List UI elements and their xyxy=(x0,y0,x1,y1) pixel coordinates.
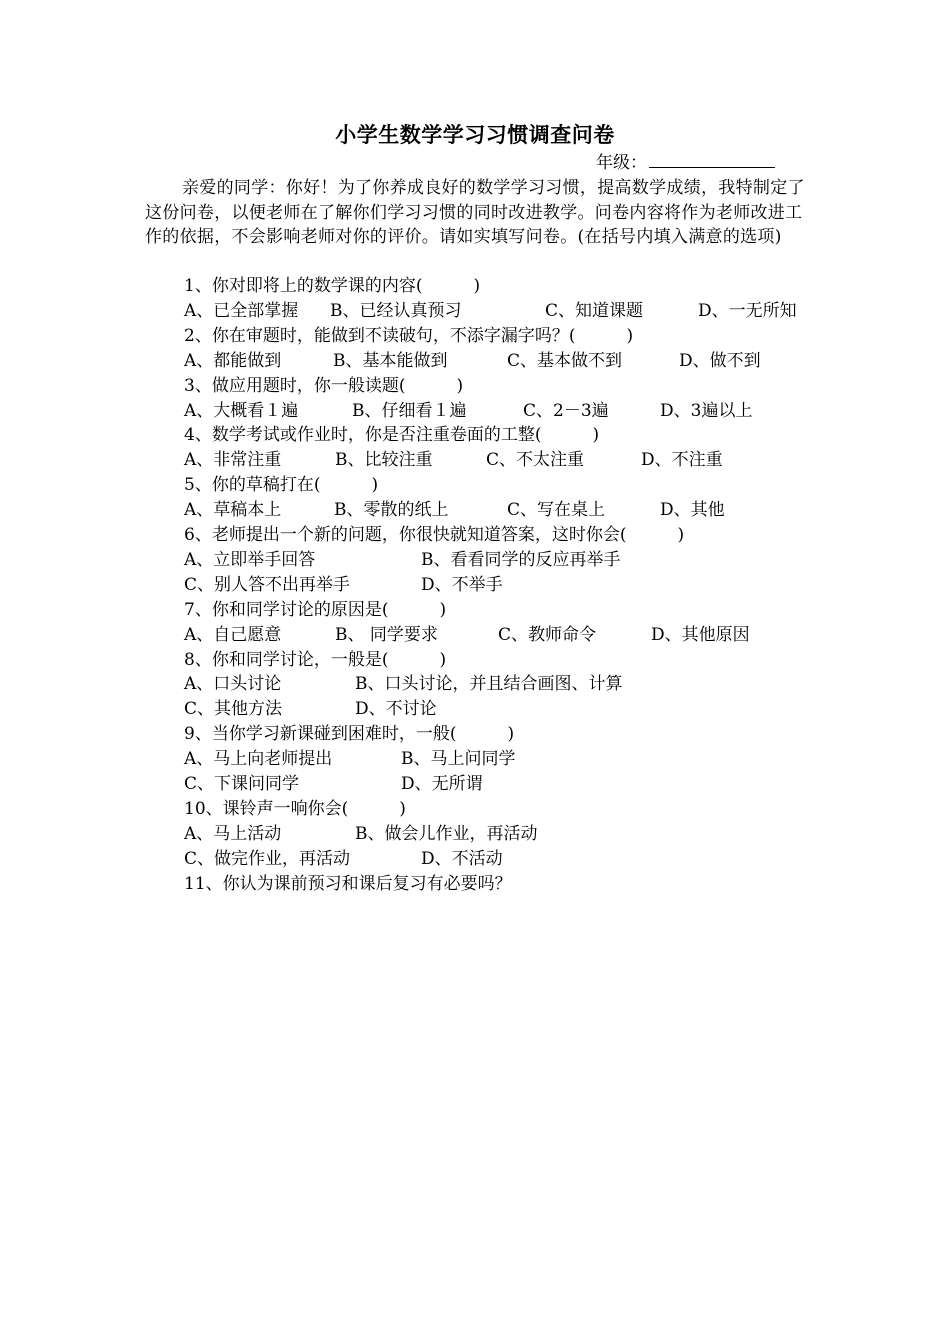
question-5: 5、你的草稿打在( ) xyxy=(184,475,379,496)
option-c[interactable]: C、下课问同学 xyxy=(184,774,300,794)
grade-field xyxy=(596,150,775,175)
option-b[interactable]: B、做会儿作业，再活动 xyxy=(355,823,538,844)
intro-paragraph: 亲爱的同学：你好！为了你养成良好的数学学习习惯，提高数学成绩，我特制定了这份问卷，以便老师在了解你们学习习惯的同时改进教学。问卷内容将作为老师改进工作的依据，不会影响老师对你的评价。请如实填写问卷。(在括号内填入满意的选项) xyxy=(145,178,805,248)
option-a[interactable]: A、口头讨论 xyxy=(184,674,282,695)
option-c[interactable]: C、做完作业，再活动 xyxy=(184,848,351,869)
question-3: 3、做应用题时，你一般读题( ) xyxy=(184,375,464,396)
question-6: 6、老师提出一个新的问题，你很快就知道答案，这时你会( ) xyxy=(184,525,685,545)
question-10: 10、课铃声一响你会( ) xyxy=(184,798,406,819)
option-d[interactable]: D、3遍以上 xyxy=(660,400,753,421)
option-c[interactable]: C、2－3遍 xyxy=(523,400,609,421)
option-a[interactable]: A、都能做到 xyxy=(184,350,282,371)
option-d[interactable]: D、不讨论 xyxy=(355,699,437,720)
option-d[interactable]: D、做不到 xyxy=(679,350,761,371)
option-a[interactable]: A、大概看１遍 xyxy=(184,400,299,421)
question-9: 9、当你学习新课碰到困难时，一般( ) xyxy=(184,724,515,745)
option-d[interactable]: D、一无所知 xyxy=(698,300,797,321)
option-c[interactable]: C、其他方法 xyxy=(184,699,283,720)
question-2: 2、你在审题时，能做到不读破句，不添字漏字吗？( ) xyxy=(184,325,634,346)
option-b[interactable]: B、马上问同学 xyxy=(401,749,516,770)
option-a[interactable]: A、自己愿意 xyxy=(184,624,282,645)
grade-blank-line xyxy=(649,150,775,168)
question-7: 7、你和同学讨论的原因是( ) xyxy=(184,599,447,620)
option-c[interactable]: C、基本做不到 xyxy=(507,350,623,371)
option-c[interactable]: C、别人答不出再举手 xyxy=(184,574,351,595)
option-c[interactable]: C、写在桌上 xyxy=(507,500,606,521)
option-a[interactable]: A、已全部掌握 xyxy=(184,300,299,321)
option-d[interactable]: D、无所谓 xyxy=(401,774,483,794)
grade-label: 年级： xyxy=(596,153,647,173)
option-d[interactable]: D、不活动 xyxy=(421,848,503,869)
option-b[interactable]: B、比较注重 xyxy=(335,450,433,471)
option-b[interactable]: B、已经认真预习 xyxy=(330,300,462,321)
option-a[interactable]: A、马上向老师提出 xyxy=(184,749,333,770)
question-11: 11、你认为课前预习和课后复习有必要吗？ xyxy=(184,873,512,894)
option-b[interactable]: B、 同学要求 xyxy=(335,624,438,645)
option-d[interactable]: D、不注重 xyxy=(641,450,723,471)
option-c[interactable]: C、教师命令 xyxy=(498,624,597,645)
option-a[interactable]: A、马上活动 xyxy=(184,823,282,844)
option-a[interactable]: A、草稿本上 xyxy=(184,500,282,521)
question-1: 1、你对即将上的数学课的内容( ) xyxy=(184,276,481,296)
option-b[interactable]: B、基本能做到 xyxy=(333,350,448,371)
option-a[interactable]: A、立即举手回答 xyxy=(184,549,316,570)
option-d[interactable]: D、其他 xyxy=(660,500,725,521)
option-a[interactable]: A、非常注重 xyxy=(184,450,282,471)
question-4: 4、数学考试或作业时，你是否注重卷面的工整( ) xyxy=(184,425,600,446)
option-b[interactable]: B、看看同学的反应再举手 xyxy=(421,549,621,570)
page-title: 小学生数学学习习惯调查问卷 xyxy=(335,122,615,147)
option-b[interactable]: B、口头讨论，并且结合画图、计算 xyxy=(355,674,623,695)
option-d[interactable]: D、其他原因 xyxy=(651,624,750,645)
option-d[interactable]: D、不举手 xyxy=(421,574,503,595)
option-c[interactable]: C、知道课题 xyxy=(545,300,644,321)
option-b[interactable]: B、零散的纸上 xyxy=(334,500,449,521)
option-c[interactable]: C、不太注重 xyxy=(486,450,585,471)
question-8: 8、你和同学讨论，一般是( ) xyxy=(184,649,447,670)
option-b[interactable]: B、仔细看１遍 xyxy=(352,400,467,421)
